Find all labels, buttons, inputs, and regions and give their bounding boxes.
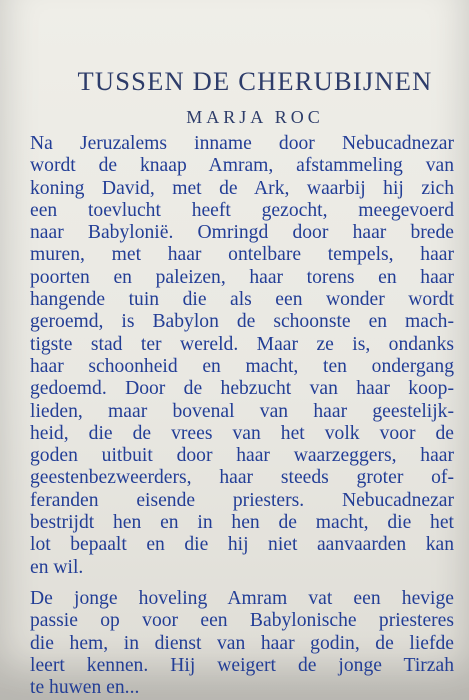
paragraph-2 — [30, 588, 454, 699]
paragraph-gap — [30, 579, 454, 588]
text-line: bestrijdt hen en in hen de macht, die het — [30, 512, 454, 534]
text-line: tigste stad ter wereld. Maar ze is, ondanks — [30, 333, 454, 355]
article-title: TUSSEN DE CHERUBIJNEN — [77, 66, 433, 96]
text-line: naar Babylonië. Omringd door haar brede — [30, 222, 454, 244]
author-name: MARJA ROC — [186, 107, 324, 127]
text-line: goden uitbuit door haar waarzeggers, haar — [30, 445, 454, 467]
text-line: geroemd, is Babylon de schoonste en mach- — [30, 311, 454, 333]
text-line: lieden, maar bovenal van haar geestelijk- — [30, 400, 454, 422]
text-line: koning David, met de Ark, waarbij hij zich — [30, 177, 454, 199]
text-line: een toevlucht heeft gezocht, meegevoerd — [30, 199, 454, 221]
text-line: en wil. — [30, 556, 84, 578]
text-line: te huwen en... — [30, 677, 140, 699]
text-line: De jonge hoveling Amram vat een hevige — [30, 587, 454, 609]
text-line: muren, met haar ontelbare tempels, haar — [30, 244, 454, 266]
text-line: Na Jeruzalems inname door Nebucadnezar — [30, 133, 454, 154]
text-line: haar schoonheid en macht, ten ondergang — [30, 355, 454, 377]
article-body — [30, 133, 454, 699]
text-line: die hem, in dienst van haar godin, de liefde — [30, 632, 454, 654]
paragraph-1 — [30, 133, 454, 579]
text-line: gedoemd. Door de hebzucht van haar koop- — [30, 378, 454, 400]
text-line: passie op voor een Babylonische priesteres — [30, 610, 454, 632]
text-line: heid, die de vrees van het volk voor de — [30, 422, 454, 444]
text-line: feranden eisende priesters. Nebucadnezar — [30, 489, 454, 511]
text-line: poorten en paleizen, haar torens en haar — [30, 266, 454, 288]
text-line: leert kennen. Hij weigert de jonge Tirzah — [30, 654, 454, 676]
text-line: geestenbezweerders, haar steeds groter of- — [30, 467, 454, 489]
text-line: wordt de knaap Amram, afstammeling van — [30, 155, 454, 177]
text-line: hangende tuin die als een wonder wordt — [30, 289, 454, 311]
text-line: lot bepaalt en die hij niet aanvaarden kan — [30, 534, 454, 556]
